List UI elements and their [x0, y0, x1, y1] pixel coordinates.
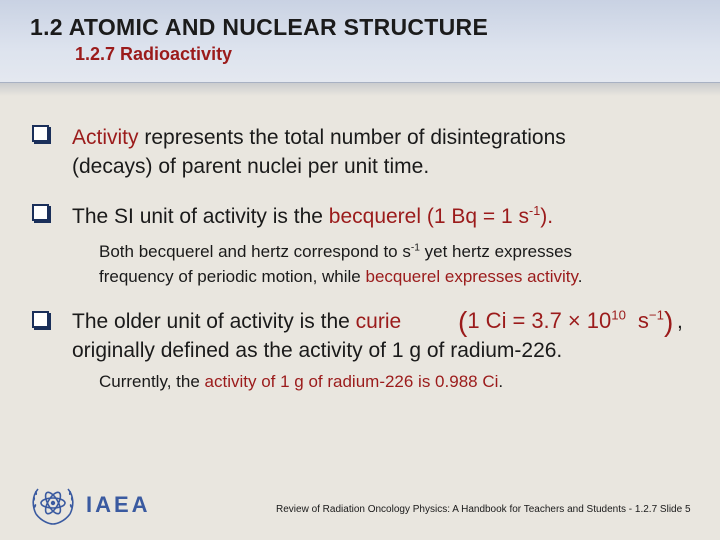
- note-text-b: yet hertz expresses: [419, 242, 573, 261]
- bullet-3-note: [99, 372, 503, 392]
- bullet-2-note-line-2: [99, 267, 583, 287]
- formula-equals: =: [512, 308, 526, 333]
- bullet-marker-1: [32, 125, 49, 142]
- formula-close-paren: ): [663, 306, 674, 337]
- note-text-a: Both becquerel and hertz correspond to s: [99, 242, 411, 261]
- formula-open-paren: (: [458, 306, 468, 337]
- formula-coefficient: 3.7: [531, 308, 562, 333]
- note-3-highlight: activity of 1 g of radium-226 is 0.988 Ci: [204, 372, 499, 391]
- bullet-marker-2: [32, 204, 49, 221]
- slide-subtitle: 1.2.7 Radioactivity: [75, 44, 233, 64]
- bq-definition: [421, 205, 553, 228]
- bullet-3-line-2: originally defined as the activity of 1 g of radium-226.: [72, 339, 563, 362]
- header-shadow: [0, 82, 720, 96]
- note-period: .: [577, 267, 583, 286]
- note-3-period: .: [498, 372, 504, 391]
- formula-comma: ,: [677, 310, 683, 333]
- activity-term: Activity: [72, 126, 139, 149]
- formula-unit: s: [637, 308, 649, 333]
- formula-lhs: 1 Ci: [467, 308, 507, 333]
- bullet-1-line-2: (decays) of parent nuclei per unit time.: [72, 155, 430, 178]
- bullet-2-line: [72, 205, 553, 229]
- iaea-wordmark: IAEA: [86, 492, 151, 517]
- iaea-logo-icon: [28, 482, 78, 528]
- curie-formula: [458, 306, 673, 338]
- bq-definition-close: ).: [540, 205, 554, 228]
- bq-definition-exponent: -1: [529, 204, 541, 218]
- footer-caption: Review of Radiation Oncology Physics: A Handbook for Teachers and Students - 1.2.7 Slide 5: [276, 504, 691, 515]
- bullet-3-text-a: The older unit of activity is the: [72, 310, 356, 333]
- formula-unit-exponent: −1: [648, 307, 664, 323]
- note-highlight: becquerel expresses activity: [365, 267, 578, 286]
- curie-term: curie: [355, 310, 402, 333]
- bq-definition-text: (1 Bq = 1 s: [421, 205, 529, 228]
- bullet-3-line-1: [72, 310, 401, 334]
- slide-header: [0, 0, 720, 83]
- bullet-2-text-a: The SI unit of activity is the: [72, 205, 329, 228]
- slide-title: 1.2 ATOMIC AND NUCLEAR STRUCTURE: [30, 14, 489, 40]
- formula-base: 10: [586, 308, 612, 333]
- formula-times: ×: [567, 308, 581, 333]
- bullet-1-line-1: [72, 126, 566, 150]
- bullet-2-note-line-1: [99, 242, 572, 262]
- note-text-c: frequency of periodic motion, while: [99, 267, 366, 286]
- note-3-text-a: Currently, the: [99, 372, 205, 391]
- becquerel-term: becquerel: [328, 205, 422, 228]
- bullet-1-text-a: represents the total number of disintegrations: [138, 126, 566, 149]
- bullet-marker-3: [32, 311, 49, 328]
- note-exponent: -1: [410, 242, 420, 254]
- formula-exponent: 10: [611, 307, 626, 323]
